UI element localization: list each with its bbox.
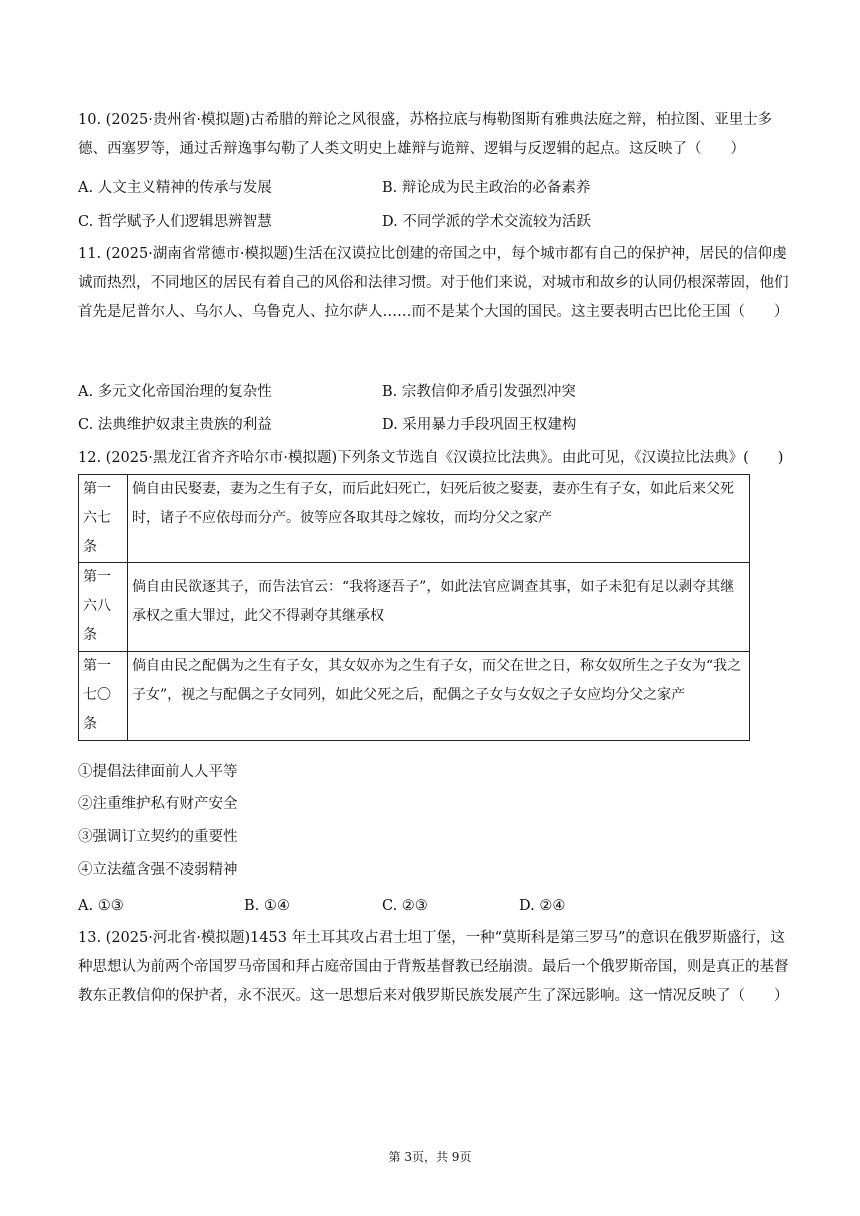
statement-3: ③强调订立契约的重要性 [78,829,238,845]
option-c: C. 法典维护奴隶主贵族的利益 [78,417,272,433]
table-row [79,652,750,741]
question-12-stem: 12. (2025·黑龙江省齐齐哈尔市·模拟题)下列条文节选自《汉谟拉比法典》。由此可见，《汉谟拉比法典》( ) [78,450,784,466]
article-number: 第一六八条 [79,563,128,652]
option-d: D. 采用暴力手段巩固王权建构 [382,417,577,433]
law-articles-table [78,474,750,741]
option-c: C. ②③ [382,898,428,914]
question-11-stem: 11. (2025·湖南省常德市·模拟题)生活在汉谟拉比创建的帝国之中，每个城市都有自己的保护神，居民的信仰虔诚而热烈，不同地区的居民有着自己的风俗和法律习惯。对于他们来说，对城市和故乡的认同仍根深蒂固，他们首先是尼普尔人、乌尔人、乌鲁克人、拉尔萨人……而不是某个大国的国民。这主要表明古巴比伦王国（ ） [78,246,789,320]
question-10-stem: 10. (2025·贵州省·模拟题)古希腊的辩论之风很盛，苏格拉底与梅勒图斯有雅典法庭之辩，柏拉图、亚里士多德、西塞罗等，通过舌辩逸事勾勒了人类文明史上雄辩与诡辩、逻辑与反逻辑的起点。这反映了（ ） [78,112,773,157]
statement-1: ①提倡法律面前人人平等 [78,764,238,780]
question-11-options-row-2 [78,411,790,439]
page-footer: 第 3页，共 9页 [388,1150,472,1164]
table-row [79,563,750,652]
table-row [79,475,750,563]
option-a: A. ①③ [78,898,124,914]
option-c: C. 哲学赋予人们逻辑思辨智慧 [78,214,272,230]
article-text: 倘自由民欲逐其子，而告法官云：“我将逐吾子”，如此法官应调查其事，如子未犯有足以剥夺其继承权之重大罪过，此父不得剥夺其继承权 [128,563,750,652]
article-text: 倘自由民娶妻，妻为之生有子女，而后此妇死亡，妇死后彼之娶妻，妻亦生有子女，如此后来父死时，诸子不应依母而分产。彼等应各取其母之嫁妆，而均分父之家产 [128,475,750,563]
question-12-options-row [78,892,790,920]
question-10-options-row-1 [78,174,790,202]
question-13-stem: 13. (2025·河北省·模拟题)1453 年土耳其攻占君士坦丁堡，一种“莫斯科是第三罗马”的意识在俄罗斯盛行，这种思想认为前两个帝国罗马帝国和拜占庭帝国由于背叛基督教已经崩溃。最后一个俄罗斯帝国，则是真正的基督教东正教信仰的保护者，永不泯灭。这一思想后来对俄罗斯民族发展产生了深远影响。这一情况反映了（ ） [78,930,789,1004]
option-d: D. ②④ [519,898,566,914]
article-number: 第一七〇条 [79,652,128,741]
question-11-options-row-1 [78,378,790,406]
option-b: B. 辩论成为民主政治的必备素养 [382,180,591,196]
option-d: D. 不同学派的学术交流较为活跃 [382,214,591,230]
article-text: 倘自由民之配偶为之生有子女，其女奴亦为之生有子女，而父在世之日，称女奴所生之子女为“我之子女”，视之与配偶之子女同列，如此父死之后，配偶之子女与女奴之子女应均分父之家产 [128,652,750,741]
option-b: B. 宗教信仰矛盾引发强烈冲突 [382,384,576,400]
statement-4: ④立法蕴含强不凌弱精神 [78,862,238,878]
statement-2: ②注重维护私有财产安全 [78,796,238,812]
question-10-options-row-2 [78,208,790,236]
option-a: A. 人文主义精神的传承与发展 [78,180,272,196]
option-b: B. ①④ [244,898,290,914]
article-number: 第一六七条 [79,475,128,563]
option-a: A. 多元文化帝国治理的复杂性 [78,384,272,400]
